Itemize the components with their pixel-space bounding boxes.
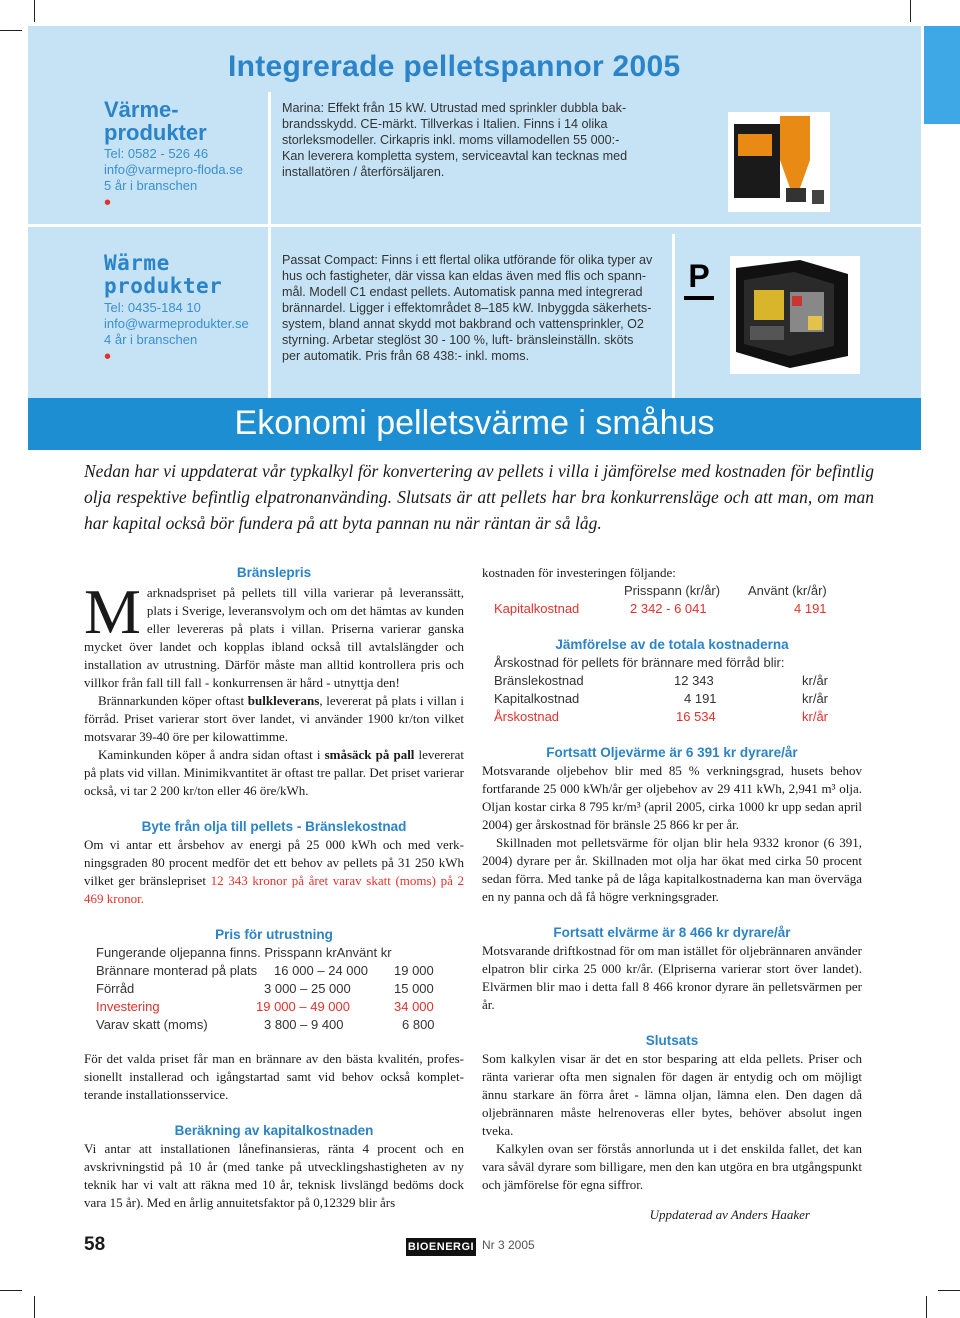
table-header (482, 582, 862, 600)
table-row (84, 962, 464, 980)
drop-cap: M (84, 576, 141, 647)
row-label: Varav skatt (moms) (96, 1017, 208, 1032)
row-span: 2 342 - 6 041 (630, 601, 707, 616)
company-tel: Tel: 0582 - 526 46 (104, 146, 209, 161)
crop-mark (34, 1296, 35, 1318)
desc-line: per automatik. Pris från 68 438:- inkl. moms. (282, 349, 530, 363)
desc-line: installatören / återförsäljaren. (282, 165, 445, 179)
bullet: • (104, 346, 112, 368)
desc-line: styrning. Arbetar steglöst 30 - 100 %, luft- bränsleinställn. sköts (282, 333, 634, 347)
company2-description (282, 252, 662, 364)
signature: Uppdaterad av Anders Haaker (649, 1207, 810, 1222)
row-value: 12 343 (674, 673, 714, 688)
crop-mark (938, 1290, 960, 1291)
row-span: 19 000 – 49 000 (256, 999, 350, 1014)
column-divider (672, 234, 675, 398)
capital-table (482, 582, 862, 618)
company-email: info@warmeprodukter.se (104, 316, 249, 331)
company-name-line1: Värme- (104, 97, 179, 122)
heading-slutsats: Slutsats (645, 1033, 699, 1048)
company-name-line2: produkter (104, 274, 223, 298)
crop-mark (0, 30, 22, 31)
highlight-cost: 12 343 kronor på året varav skatt (moms) på 2 469 kronor. (84, 873, 464, 906)
heading-jamforelse: Jämförelse av de totala kostnaderna (555, 637, 789, 652)
crop-mark (0, 1290, 22, 1291)
boiler-image-passat (730, 256, 860, 374)
paragraph: , levererat på plats i villan i förråd. Priset varierar stort över landet, vi använder 1900 kr/ton vilket motsvarar 39-40 öre per kilowattimme. (84, 693, 464, 744)
crop-mark (926, 1296, 927, 1318)
heading-byte: Byte från olja till pellets - Bränslekostnad (141, 819, 407, 834)
row-label: Bränslekostnad (494, 673, 584, 688)
right-column (482, 564, 862, 1224)
row-used: 15 000 (394, 981, 434, 996)
paragraph: Kalkylen ovan ser förstås annorlunda ut i det enskilda fallet, det kan vara såväl dyrare som billigare, men den kan utgöra en bra utgångspunkt och jämförelse för egna siffror. (482, 1141, 862, 1192)
paragraph: Motsvarande oljebehov blir med 85 % verkningsgrad, husets behov fortfarande 25 000 kWh/år ger oljebehov av 29 411 kWh, 2,941 m³ olja. Oljan kostar cirka 8 795 kr/m³ (april 2005, cirka 1000 kr upp sedan april 2004) ger årskostnad för bränsle 25 866 kr per år. (482, 763, 862, 832)
page-number: 58 (84, 1234, 106, 1255)
company-varmeprodukter (104, 98, 264, 212)
row-span: 3 800 – 9 400 (264, 1017, 344, 1032)
side-tab (924, 26, 960, 124)
column-header: Använt (kr/år) (748, 583, 827, 598)
company-warmeprodukter (104, 252, 264, 366)
desc-line: Kan leverera kompletta system, serviceavtal kan tecknas med (282, 149, 628, 163)
heading-olja: Fortsatt Oljevärme är 6 391 kr dyrare/år (546, 745, 798, 760)
table-row (84, 998, 464, 1016)
company-name-line2: produkter (104, 120, 207, 145)
page-title: Integrerade pelletspannor 2005 (228, 50, 681, 83)
company-email: info@varmepro-floda.se (104, 162, 243, 177)
row-span: 16 000 – 24 000 (274, 963, 368, 978)
company1-description (282, 100, 662, 180)
company-name-line1: Wärme (104, 251, 170, 275)
desc-line: Marina: Effekt från 15 kW. Utrustad med sprinkler dubbla bak- (282, 101, 627, 115)
bullet: • (104, 192, 112, 214)
paragraph: Vi antar att installationen lånefinansieras, ränta 4 procent och en avskrivningstid på 10 år (med tanke på utvecklingshastigheten av ny teknik har vi valt att räkna med 10 år, teknisk livslängd bedöms dock vara 15 år). Med en årlig annuitetsfaktor på 0,12329 blir års (84, 1141, 464, 1210)
row-value: 4 191 (684, 691, 717, 706)
row-used: 19 000 (394, 963, 434, 978)
row-used: 6 800 (402, 1017, 435, 1032)
row-unit: kr/år (802, 673, 828, 688)
paragraph: levererat på plats vid villan. Minimikvantitet är oftast tre pallar. Det priset varierar också, vi tar 2 200 kr/ton eller 46 öre/kWh. (84, 747, 464, 798)
company-tel: Tel: 0435-184 10 (104, 300, 201, 315)
table-row (84, 980, 464, 998)
crop-mark (34, 0, 35, 22)
comparison-table (482, 654, 862, 726)
company-years: 5 år i branschen (104, 178, 198, 193)
paragraph: kostnaden för investeringen följande: (482, 565, 676, 580)
paragraph: Kaminkunden köper å andra sidan oftast i (98, 747, 325, 762)
row-label: Förråd (96, 981, 135, 996)
crop-mark (910, 0, 911, 22)
row-label: Kapitalkostnad (494, 601, 580, 616)
row-label: Brännare monterad på plats (96, 963, 258, 978)
paragraph: Motsvarande driftkostnad för om man istället för oljebrännaren använder elpatron blir cirka 25 000 kr/år. (Elpriserna varierar stort över landet). Elvärmen blir mao i detta fall 8 466 kronor dyrare än pelletsvärmen per år. (482, 943, 862, 1012)
table-row (482, 690, 862, 708)
paragraph: arknadspriset på pellets till villa varierar på leveranssätt, plats i Sverige, leveransvolym och om det hämtas av kunden eller levereras på plats i villan. Priserna varierar ganska mycket över landet och kopplas ibland också till avtalslängder och installation av utrustning. Därför måste man alltid kontrollera pris och villkor från fall till fall - konkurrensen är hård - utnyttja den! (84, 585, 464, 690)
company-years: 4 år i branschen (104, 332, 198, 347)
table-caption: Fungerande oljepanna finns. Prisspann krAnvänt kr (96, 945, 392, 960)
row-unit: kr/år (802, 709, 828, 724)
section-banner (28, 398, 921, 450)
paragraph: För det valda priset får man en brännare av den bästa kvalitén, professionellt installerad och igångstartad samt vid behov också kompletterande installationsservice. (84, 1051, 464, 1102)
row-label: Investering (96, 999, 160, 1014)
heading-kapital: Beräkning av kapitalkostnaden (174, 1123, 374, 1138)
paragraph: Brännarkunden köper oftast (98, 693, 248, 708)
row-unit: kr/år (802, 691, 828, 706)
table-row (482, 600, 862, 618)
paragraph: Som kalkylen visar är det en stor besparing att elda pellets. Priser och ränta varierar ofta men signalen för dagen är entydig och om möjligt ännu starkare än förra året - lämna oljan, lämna elen. Den dagen då oljebrännaren måste helrenoveras eller bytes, behöver absolut ingen tveka. (482, 1051, 862, 1138)
desc-line: brandsskydd. CE-märkt. Tillverkas i Italien. Finns i 14 olika (282, 117, 608, 131)
bold-term: småsäck på pall (324, 747, 415, 762)
desc-line: Passat Compact: Finns i ett flertal olika utförande för olika typer av (282, 253, 653, 267)
row-span: 3 000 – 25 000 (264, 981, 351, 996)
bioenergi-logo: BIOENERGI (406, 1238, 476, 1256)
equipment-table (84, 944, 464, 1034)
intro-paragraph: Nedan har vi uppdaterat vår typkalkyl för konvertering av pellets i villa i jämförelse med kostnaden för befintlig olja respektive befintlig elpatronanvänding. Slutsats är att pellets har bra konkurrensläge och att man, om man har kapital också bör fundera på att byta pannan nu när räntan är så låg. (84, 461, 874, 533)
bold-term: bulkleverans (247, 693, 320, 708)
paragraph: Om vi antar ett årsbehov av energi på 25 000 kWh och med verkningsgraden 80 procent medför det ett behov av pellets på 31 250 kWh vilket ger bränslepriset (84, 837, 464, 888)
row-divider (28, 224, 921, 227)
heading-el: Fortsatt elvärme är 8 466 kr dyrare/år (553, 925, 791, 940)
desc-line: brännardel. Ligger i effektområdet 8–185 kW. Inbyggda säkerhets- (282, 301, 652, 315)
heading-utrustning: Pris för utrustning (215, 927, 333, 942)
row-used: 4 191 (794, 601, 827, 616)
banner-title: Ekonomi pelletsvärme i småhus (234, 404, 715, 442)
column-header: Prisspann (kr/år) (624, 583, 721, 598)
column-divider (268, 92, 271, 398)
paragraph: Skillnaden mot pelletsvärme för oljan blir hela 9332 kronor (6 391, 2004) dyrare per år. Skillnaden mot olja har ökat med cirka 50 procent sedan förra. Med tanke på de låga kapitalkostnaderna kan man överväga en ny panna och då få högre verkningsgrader. (482, 835, 862, 904)
row-value: 16 534 (676, 709, 716, 724)
table-row (482, 672, 862, 690)
issue-number: Nr 3 2005 (482, 1238, 535, 1252)
desc-line: system, bland annat skydd mot bakbrand och vattensprinkler, O2 (282, 317, 644, 331)
desc-line: hus och fastigheter, där vissa kan eldas även med flis och spann- (282, 269, 647, 283)
row-label: Kapitalkostnad (494, 691, 580, 706)
desc-line: mål. Modell C1 endast pellets. Automatisk panna med integrerad (282, 285, 643, 299)
boiler-image-marina (728, 112, 830, 212)
row-label: Årskostnad (494, 709, 560, 724)
table-caption: Årskostnad för pellets för brännare med förråd blir: (494, 655, 785, 670)
row-used: 34 000 (394, 999, 434, 1014)
passat-logo: P (684, 258, 714, 300)
heading-branslepris: Bränslepris (236, 565, 312, 580)
left-column (84, 564, 464, 1212)
table-row (482, 708, 862, 726)
table-row (84, 1016, 464, 1034)
desc-line: storleksmodeller. Cirkapris inkl. moms villamodellen 55 000:- (282, 133, 620, 147)
